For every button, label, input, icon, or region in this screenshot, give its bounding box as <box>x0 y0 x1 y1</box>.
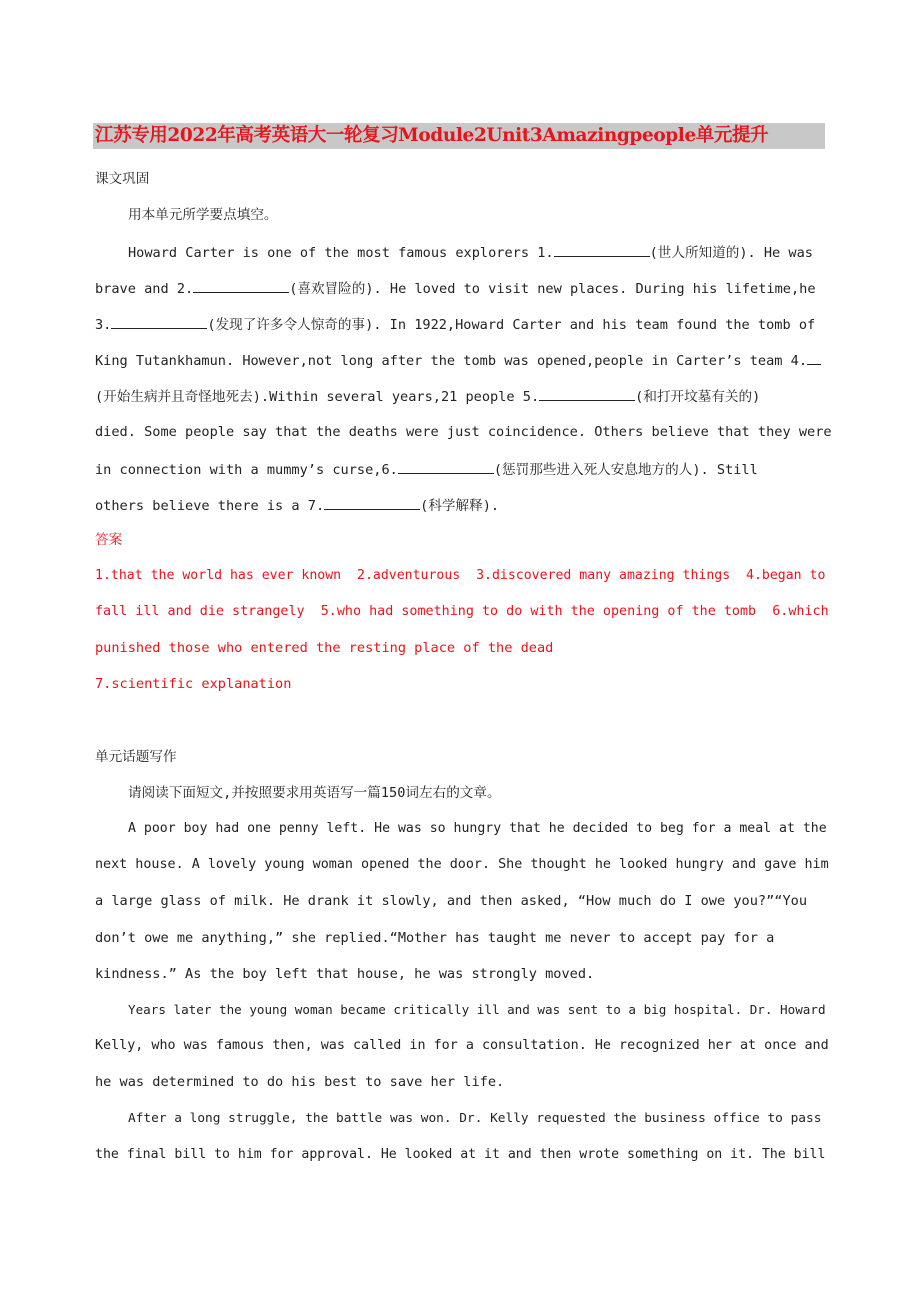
passage-line: died. Some people say that the deaths were just coincidence. Others believe that they were <box>95 424 832 440</box>
story-line: don’t owe me anything,” she replied.“Mother has taught me never to accept pay for a <box>95 930 775 946</box>
story-line: Years later the young woman became critically ill and was sent to a big hospital. Dr. Howard <box>128 1002 826 1017</box>
section-instruction: 用本单元所学要点填空。 <box>128 207 278 223</box>
story-line: A poor boy had one penny left. He was so hungry that he decided to beg for a meal at the <box>128 821 827 836</box>
story-line: the final bill to him for approval. He looked at it and then wrote something on it. The bill <box>95 1147 826 1162</box>
answer-line: 7.scientific explanation <box>95 676 292 692</box>
document-title: 江苏专用2022年高考英语大一轮复习Module2Unit3Amazingpeople单元提升 <box>95 125 769 146</box>
story-line: Kelly, who was famous then, was called in for a consultation. He recognized her at once and <box>95 1038 829 1053</box>
passage-line: others believe there is a 7. (科学解释). <box>95 495 835 515</box>
answer-line: punished those who entered the resting place of the dead <box>95 640 554 656</box>
passage-line: Howard Carter is one of the most famous explorers 1. (世人所知道的). He was <box>128 242 828 262</box>
passage-line: in connection with a mummy’s curse,6. (惩罚那些进入死人安息地方的人). Still <box>95 459 835 479</box>
story-line: After a long struggle, the battle was won. Dr. Kelly requested the business office to pass <box>128 1111 822 1126</box>
answer-line: 1.that the world has ever known 2.adventurous 3.discovered many amazing things 4.began to <box>95 568 826 583</box>
section-heading-writing: 单元话题写作 <box>95 749 177 765</box>
section-heading-text-review: 课文巩固 <box>95 171 150 187</box>
answer-line: fall ill and die strangely 5.who had something to do with the opening of the tomb 6.which <box>95 604 829 619</box>
blank-3[interactable] <box>111 314 207 329</box>
blank-1[interactable] <box>554 242 650 257</box>
story-line: next house. A lovely young woman opened the door. She thought he looked hungry and gave him <box>95 857 829 872</box>
passage-line: brave and 2. (喜欢冒险的). He loved to visit new places. During his lifetime,he <box>95 278 835 298</box>
blank-4[interactable] <box>807 350 821 365</box>
passage-line: King Tutankhamun. However,not long after the tomb was opened,people in Carter’s team 4. <box>95 350 835 370</box>
passage-line: 3. (发现了许多令人惊奇的事). In 1922,Howard Carter and his team found the tomb of <box>95 314 835 334</box>
blank-2[interactable] <box>193 278 289 293</box>
blank-6[interactable] <box>398 459 494 474</box>
answer-label: 答案 <box>95 532 123 548</box>
passage-line: (开始生病并且奇怪地死去).Within several years,21 people 5. (和打开坟墓有关的) <box>95 386 835 406</box>
story-line: a large glass of milk. He drank it slowly, and then asked, “How much do I owe you?”“You <box>95 893 808 909</box>
blank-7[interactable] <box>324 495 420 510</box>
story-line: kindness.” As the boy left that house, he was strongly moved. <box>95 966 595 982</box>
story-line: he was determined to do his best to save her life. <box>95 1074 505 1090</box>
blank-5[interactable] <box>539 386 635 401</box>
writing-instruction: 请阅读下面短文,并按照要求用英语写一篇150词左右的文章。 <box>128 785 501 801</box>
